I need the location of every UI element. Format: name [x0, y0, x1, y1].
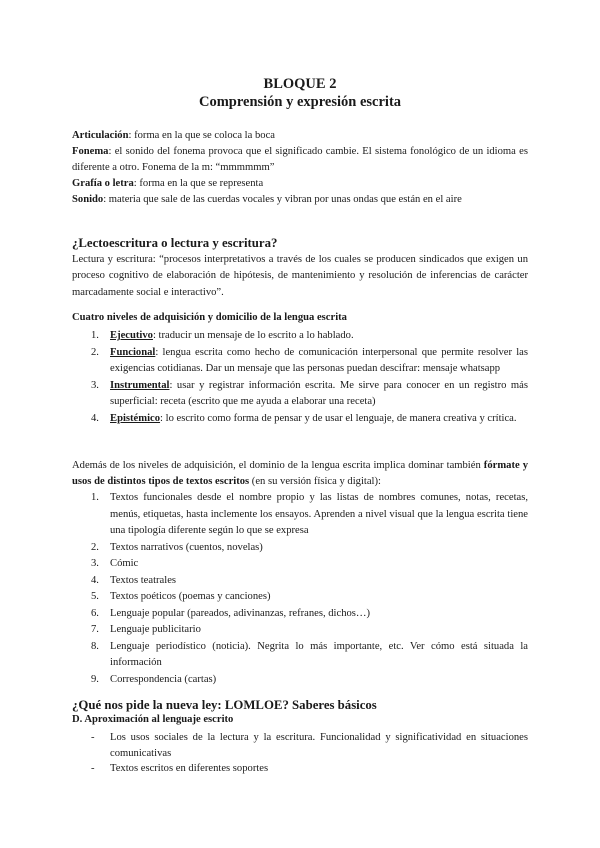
dash-bullet: -: [91, 763, 95, 774]
list-number: 1.: [91, 330, 99, 341]
definition-text: : forma en la que se representa: [133, 178, 264, 189]
list-number: 1.: [91, 492, 99, 503]
section-paragraph-lectoescritura: Lectura y escritura: “procesos interpretativos a través de los cuales se producen sindicados que exigen un proceso cognitivo de elaboración de hipótesis, de mantenimiento y resolución de inferencias de carácter marcadamente social e interactivo”.: [72, 254, 528, 298]
definition-sonido: [72, 192, 528, 208]
list-number: 4.: [91, 412, 99, 424]
section-heading-lectoescritura: ¿Lectoescritura o lectura y escritura?: [72, 236, 278, 250]
list-number: 2.: [91, 346, 99, 358]
level-term: Ejecutivo: [110, 330, 153, 341]
definition-term: Grafía o letra: [72, 178, 134, 189]
list-number: 9.: [91, 673, 99, 685]
list-item-text: Textos poéticos (poemas y canciones): [110, 591, 271, 602]
section-heading-lomloe: ¿Qué nos pide la nueva ley: LOMLOE? Saberes básicos: [72, 698, 377, 712]
list-number: 2.: [91, 541, 99, 553]
dash-bullet: -: [91, 732, 95, 743]
list-item: [72, 411, 528, 428]
list-item-text: Lenguaje publicitario: [110, 624, 201, 635]
list-number: 7.: [91, 624, 99, 635]
dominio-intro: [72, 458, 528, 491]
list-item-text: Textos funcionales desde el nombre propio y las listas de nombres comunes, notas, recetas, menús, etiquetas, hasta inclemente los ensayos. Aprenden a nivel visual que la lengua escrita tiene una tipología diferente según lo que se expresa: [110, 492, 528, 536]
list-item: [72, 622, 528, 639]
level-term: Epistémico: [110, 412, 161, 424]
list-item-text: Los usos sociales de la lectura y la escritura. Funcionalidad y significatividad en situaciones comunicativas: [110, 732, 528, 759]
list-number: 3.: [91, 558, 99, 569]
dominio-intro-bold: fórmate y usos de distintos tipos de textos escritos: [72, 460, 529, 488]
list-item-text: Correspondencia (cartas): [110, 673, 217, 685]
lomloe-list: [72, 730, 528, 777]
list-number: 8.: [91, 640, 99, 652]
definition-grafia: [72, 176, 528, 192]
list-item: [72, 606, 528, 623]
level-term: Funcional: [110, 346, 156, 358]
level-text: : usar y registrar información escrita. Me sirve para conocer en un registro más superficial: receta (escrito que me ayuda a elaborar una receta): [110, 379, 528, 407]
definition-text: : el sonido del fonema provoca que el significado cambie. El sistema fonológico de un idioma es diferente a otro. Fonema de la m: “mmmmmm”: [72, 146, 528, 173]
definition-term: Sonido: [72, 194, 104, 205]
list-item-text: Textos teatrales: [110, 574, 177, 586]
list-item: [72, 573, 528, 590]
level-text: : lo escrito como forma de pensar y de usar el lenguaje, de manera creativa y crítica.: [160, 412, 517, 424]
levels-heading: Cuatro niveles de adquisición y domicilio de la lengua escrita: [72, 312, 347, 323]
list-item-text: Textos escritos en diferentes soportes: [110, 763, 269, 774]
definition-text: : materia que sale de las cuerdas vocales y vibran por unas ondas que están en el aire: [103, 194, 462, 205]
list-item: [72, 761, 528, 777]
level-text: : traducir un mensaje de lo escrito a lo hablado.: [152, 330, 354, 341]
list-item: [72, 345, 528, 378]
list-item: [72, 378, 528, 411]
list-item-text: Lenguaje periodístico (noticia). Negrita lo más importante, etc. Ver cómo está situada la información: [110, 640, 528, 668]
list-item-text: Cómic: [110, 558, 139, 569]
list-item: [72, 730, 528, 761]
text-types-list: [72, 490, 528, 688]
block-subtitle: Comprensión y expresión escrita: [198, 94, 402, 110]
list-number: 6.: [91, 607, 99, 619]
levels-list: [72, 328, 528, 427]
list-number: 4.: [91, 574, 99, 586]
list-item-text: Textos narrativos (cuentos, novelas): [110, 541, 263, 553]
definition-term: Fonema: [72, 146, 109, 157]
list-item: [72, 540, 528, 557]
definition-text: : forma en la que se coloca la boca: [128, 130, 275, 141]
definition-articulacion: [72, 128, 528, 144]
definition-term: Articulación: [72, 130, 129, 141]
dominio-intro-end: (en su versión física y digital):: [249, 476, 381, 488]
list-item: [72, 556, 528, 573]
level-term: Instrumental: [110, 379, 170, 391]
list-item: [72, 589, 528, 606]
block-title: BLOQUE 2: [263, 76, 337, 92]
list-item: [72, 639, 528, 672]
list-item: [72, 672, 528, 689]
list-item-text: Lenguaje popular (pareados, adivinanzas, refranes, dichos…): [110, 607, 371, 619]
list-number: 5.: [91, 591, 99, 602]
lomloe-subheading: D. Aproximación al lenguaje escrito: [72, 714, 234, 725]
list-number: 3.: [91, 379, 99, 391]
list-item: [72, 490, 528, 540]
list-item: [72, 328, 528, 345]
level-text: : lengua escrita como hecho de comunicación interpersonal que permite resolver las exigencias cotidianas. Dar un mensaje que las personas puedan descifrar: mensaje whatsapp: [110, 346, 528, 374]
dominio-intro-start: Además de los niveles de adquisición, el dominio de la lengua escrita implica dominar también: [72, 460, 484, 471]
definition-fonema: [72, 144, 528, 176]
